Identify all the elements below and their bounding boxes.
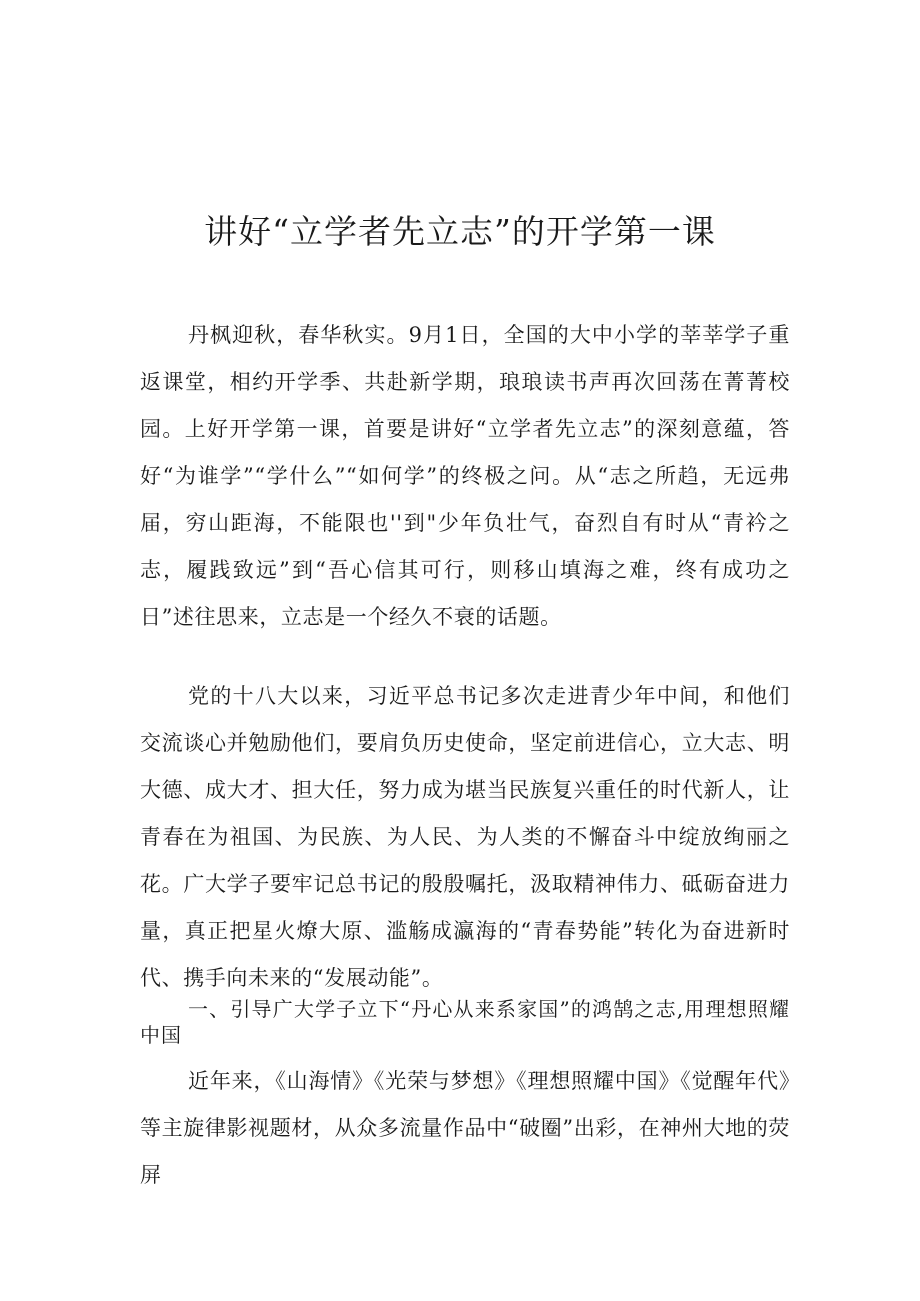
section-paragraph: 近年来，《山海情》《光荣与梦想》《理想照耀中国》《觉醒年代》等主旋律影视题材，从众多流量作品中“破圈”出彩，在神州大地的荧屏 — [140, 1069, 790, 1187]
section-heading: 一、引导广大学子立下“丹心从来系家国”的鸿鹄之志,用理想照耀中国 — [140, 997, 790, 1047]
document-title: 讲好“立学者先立志”的开学第一课 — [204, 212, 716, 251]
body-paragraph-2: 党的十八大以来，习近平总书记多次走进青少年中间，和他们交流谈心并勉励他们，要肩负历史使命，坚定前进信心，立大志、明大德、成大才、担大任，努力成为堪当民族复兴重任的时代新人，让青春在为祖国、为民族、为人民、为人类的不懈奋斗中绽放绚丽之花。广大学子要牢记总书记的殷殷嘱托，汲取精神伟力、砥砺奋进力量，真正把星火燎大原、滥觞成瀛海的“青春势能”转化为奋进新时代、携手向未来的“发展动能”。 — [140, 684, 790, 990]
body-paragraph-1: 丹枫迎秋，春华秋实。9月1日，全国的大中小学的莘莘学子重返课堂，相约开学季、共赴新学期，琅琅读书声再次回荡在菁菁校园。上好开学第一课，首要是讲好“立学者先立志”的深刻意蕴，答好“为谁学”“学什么”“如何学”的终极之问。从“志之所趋，无远弗届，穷山距海，不能限也''到"少年负壮气，奋烈自有时从“青衿之志，履践致远”到“吾心信其可行，则移山填海之难，终有成功之日”述往思来，立志是一个经久不衰的话题。 — [140, 323, 790, 629]
